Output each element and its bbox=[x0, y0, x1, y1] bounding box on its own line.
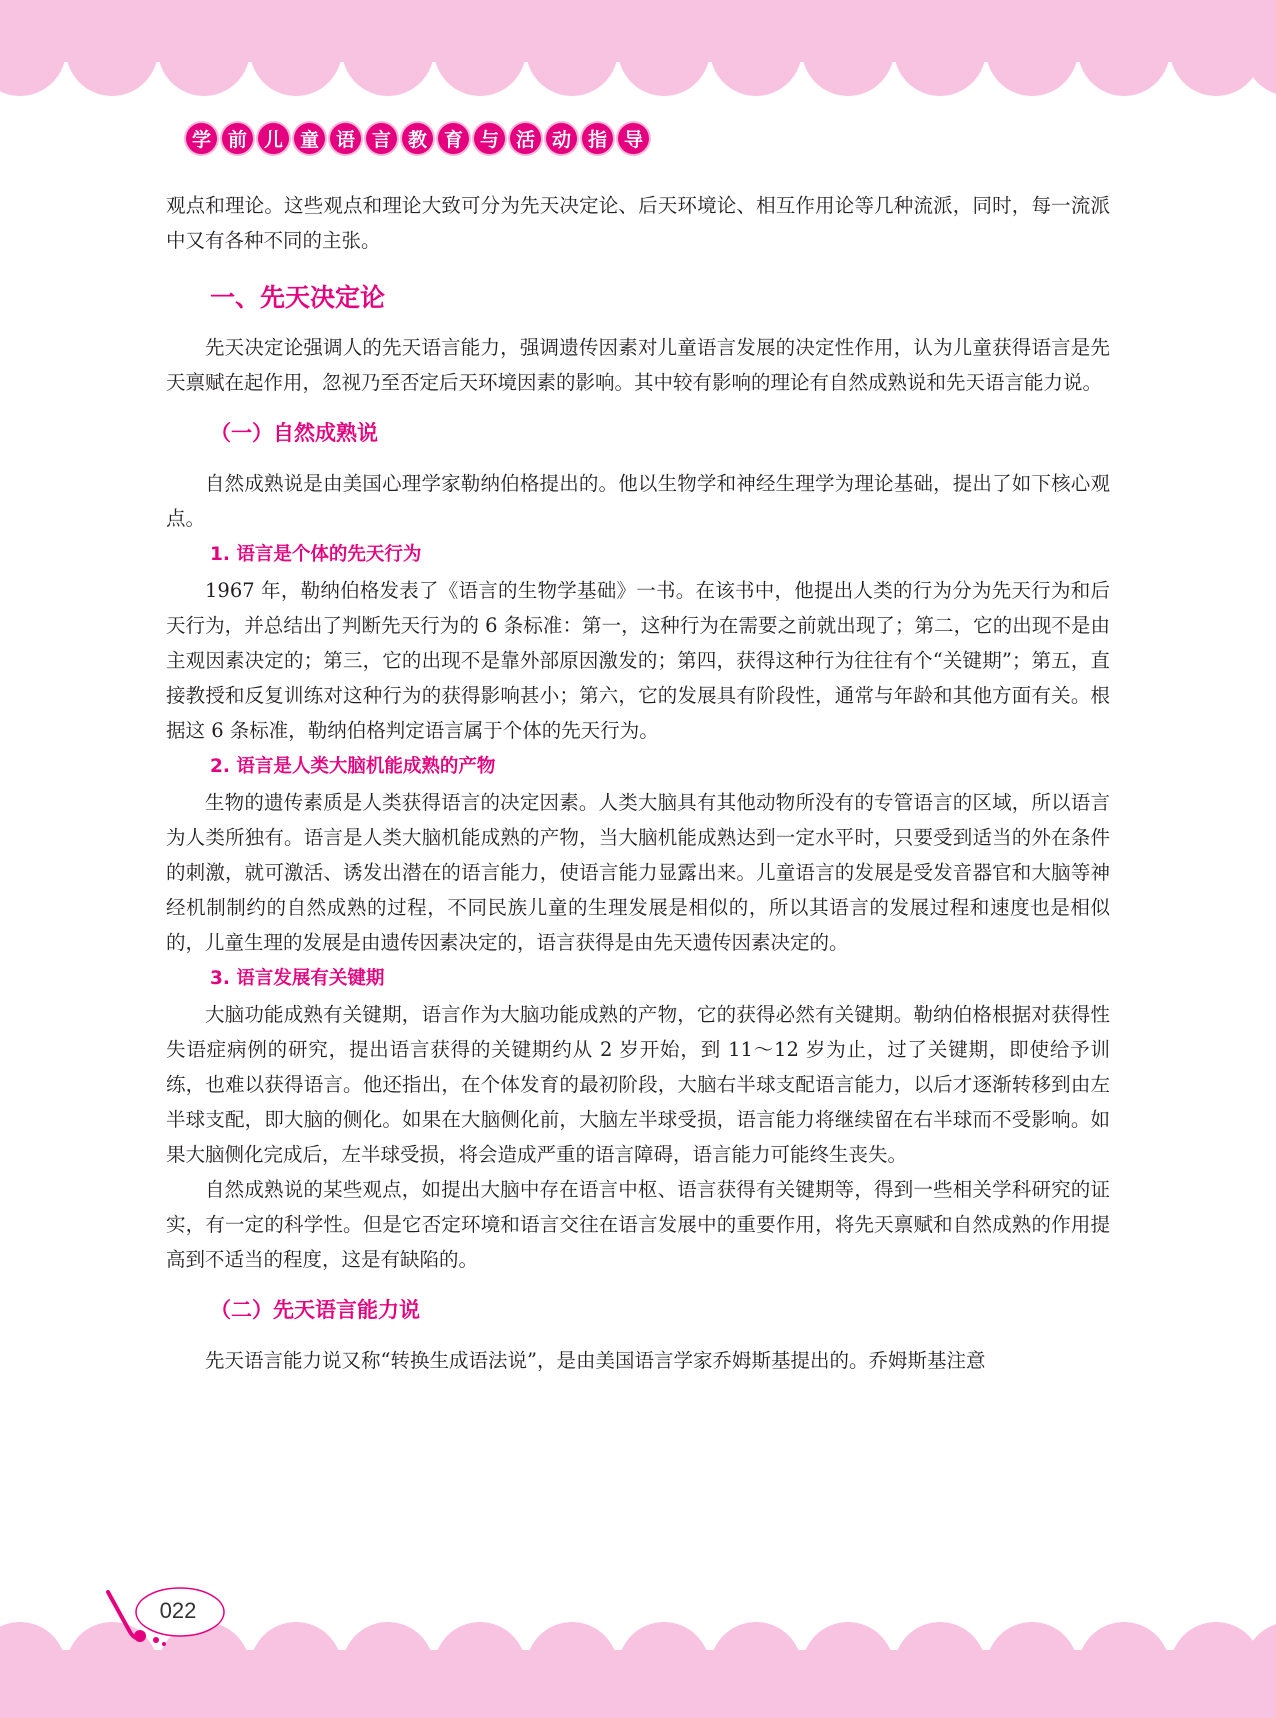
book-title-char: 动 bbox=[546, 123, 577, 154]
section-heading: 一、先天决定论 bbox=[210, 283, 386, 312]
book-title-char: 育 bbox=[438, 123, 469, 154]
book-title-char: 童 bbox=[294, 123, 325, 154]
top-decorative-band bbox=[0, 0, 1276, 110]
point-heading: 1. 语言是个体的先天行为 bbox=[210, 544, 422, 565]
book-title-char: 导 bbox=[618, 123, 649, 154]
book-title-char: 教 bbox=[402, 123, 433, 154]
paragraph: 1967 年，勒纳伯格发表了《语言的生物学基础》一书。在该书中，他提出人类的行为分为先天行为和后天行为，并总结出了判断先天行为的 6 条标准：第一，这种行为在需要之前就出现了；第二，它的出现不是由主观因素决定的；第三，它的出现不是靠外部原因激发的；第四，获得这种行为往往有个“关键期”；第五，直接教授和反复训练对这种行为的获得影响甚小；第六，它的发展具有阶段性，通常与年龄和其他方面有关。根据这 6 条标准，勒纳伯格判定语言属于个体的先天行为。 bbox=[166, 579, 1110, 742]
point-heading: 2. 语言是人类大脑机能成熟的产物 bbox=[210, 756, 496, 777]
book-title-char: 与 bbox=[474, 123, 505, 154]
paragraph: 自然成熟说的某些观点，如提出大脑中存在语言中枢、语言获得有关键期等，得到一些相关学科研究的证实，有一定的科学性。但是它否定环境和语言交往在语言发展中的重要作用，将先天禀赋和自然成熟的作用提高到不适当的程度，这是有缺陷的。 bbox=[166, 1178, 1110, 1271]
book-title-char: 学 bbox=[186, 123, 217, 154]
point-heading: 3. 语言发展有关键期 bbox=[210, 968, 385, 989]
subsection-heading: （二）先天语言能力说 bbox=[210, 1298, 420, 1322]
book-title-char: 言 bbox=[366, 123, 397, 154]
intro-paragraph: 观点和理论。这些观点和理论大致可分为先天决定论、后天环境论、相互作用论等几种流派，同时，每一流派中又有各种不同的主张。 bbox=[166, 194, 1110, 252]
paragraph: 大脑功能成熟有关键期，语言作为大脑功能成熟的产物，它的获得必然有关键期。勒纳伯格根据对获得性失语症病例的研究，提出语言获得的关键期约从 2 岁开始，到 11～12 岁为止，过了关键期，即使给予训练，也难以获得语言。他还指出，在个体发育的最初阶段，大脑右半球支配语言能力，以后才逐渐转移到由左半球支配，即大脑的侧化。如果在大脑侧化前，大脑左半球受损，语言能力将继续留在右半球而不受影响。如果大脑侧化完成后，左半球受损，将会造成严重的语言障碍，语言能力可能终生丧失。 bbox=[166, 1003, 1110, 1166]
page-number: 022 bbox=[159, 1598, 197, 1623]
subsection-heading: （一）自然成熟说 bbox=[210, 421, 378, 445]
paragraph: 先天决定论强调人的先天语言能力，强调遗传因素对儿童语言发展的决定性作用，认为儿童获得语言是先天禀赋在起作用，忽视乃至否定后天环境因素的影响。其中较有影响的理论有自然成熟说和先天语言能力说。 bbox=[166, 336, 1110, 394]
paragraph: 生物的遗传素质是人类获得语言的决定因素。人类大脑具有其他动物所没有的专管语言的区域，所以语言为人类所独有。语言是人类大脑机能成熟的产物，当大脑机能成熟达到一定水平时，只要受到适当的外在条件的刺激，就可激活、诱发出潜在的语言能力，使语言能力显露出来。儿童语言的发展是受发音器官和大脑等神经机制制约的自然成熟的过程，不同民族儿童的生理发展是相似的，所以其语言的发展过程和速度也是相似的，儿童生理的发展是由遗传因素决定的，语言获得是由先天遗传因素决定的。 bbox=[166, 791, 1110, 954]
book-title-char: 活 bbox=[510, 123, 541, 154]
book-title-char: 语 bbox=[330, 123, 361, 154]
paragraph: 自然成熟说是由美国心理学家勒纳伯格提出的。他以生物学和神经生理学为理论基础，提出了如下核心观点。 bbox=[166, 472, 1110, 530]
paragraph: 先天语言能力说又称“转换生成语法说”，是由美国语言学家乔姆斯基提出的。乔姆斯基注意 bbox=[205, 1349, 986, 1372]
page-body bbox=[166, 188, 1110, 1378]
book-title-char: 指 bbox=[582, 123, 613, 154]
book-title bbox=[186, 123, 649, 159]
book-title-char: 儿 bbox=[258, 123, 289, 154]
book-title-char: 前 bbox=[222, 123, 253, 154]
